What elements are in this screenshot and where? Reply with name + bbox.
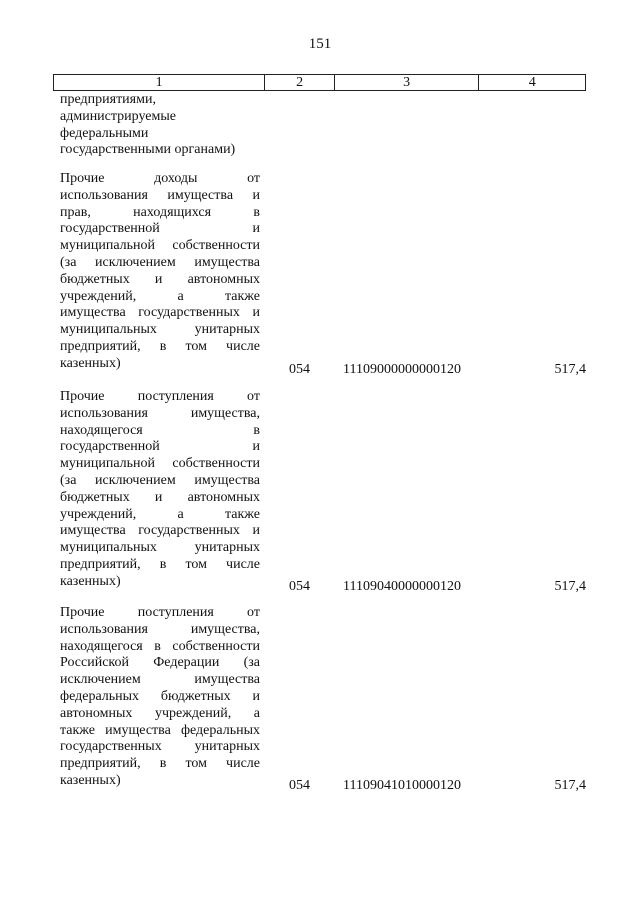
text-line: использования имущества и bbox=[60, 187, 260, 203]
kbk-code: 11109041010000120 bbox=[343, 778, 461, 793]
text-line: Российской Федерации (за bbox=[60, 655, 260, 671]
text-line: казенных) bbox=[60, 772, 121, 788]
text-line: находящегося в bbox=[60, 422, 260, 438]
text-line: предприятий, в том числе bbox=[60, 338, 260, 354]
header-col-1: 1 bbox=[54, 75, 265, 90]
admin-code: 054 bbox=[289, 362, 310, 377]
text-line: Прочие поступления от bbox=[60, 389, 260, 404]
text-line: (за исключением имущества bbox=[60, 472, 260, 488]
text-line: находящегося в собственности bbox=[60, 638, 260, 654]
table-row-description bbox=[60, 605, 260, 790]
text-line: муниципальных унитарных bbox=[60, 540, 260, 556]
header-col-3: 3 bbox=[335, 75, 479, 90]
text-line: предприятий, в том числе bbox=[60, 556, 260, 572]
text-line: (за исключением имущества bbox=[60, 254, 260, 270]
text-line: администрируемые bbox=[60, 108, 176, 124]
text-line: также имущества федеральных bbox=[60, 722, 260, 738]
table-row-description bbox=[60, 389, 260, 591]
text-line: государственных унитарных bbox=[60, 739, 260, 755]
table-row-description bbox=[60, 171, 260, 373]
text-line: муниципальной собственности bbox=[60, 456, 260, 472]
amount: 517,4 bbox=[554, 579, 586, 594]
text-line: исключением имущества bbox=[60, 672, 260, 688]
kbk-code: 11109040000000120 bbox=[343, 579, 461, 594]
text-line: бюджетных и автономных bbox=[60, 271, 260, 287]
text-line: государственной и bbox=[60, 439, 260, 455]
text-line: казенных) bbox=[60, 355, 121, 371]
continuation-text bbox=[60, 92, 260, 159]
page-number: 151 bbox=[308, 36, 332, 52]
text-line: учреждений, а также bbox=[60, 506, 260, 522]
text-line: муниципальной собственности bbox=[60, 238, 260, 254]
text-line: Прочие доходы от bbox=[60, 171, 260, 186]
text-line: бюджетных и автономных bbox=[60, 489, 260, 505]
amount: 517,4 bbox=[554, 362, 586, 377]
text-line: Прочие поступления от bbox=[60, 605, 260, 620]
text-line: использования имущества, bbox=[60, 621, 260, 637]
amount: 517,4 bbox=[554, 778, 586, 793]
text-line: автономных учреждений, а bbox=[60, 705, 260, 721]
text-line: имущества государственных и bbox=[60, 523, 260, 539]
text-line: предприятиями, bbox=[60, 92, 156, 107]
text-line: казенных) bbox=[60, 573, 121, 589]
text-line: государственными органами) bbox=[60, 142, 236, 158]
header-col-4: 4 bbox=[528, 75, 536, 90]
text-line: использования имущества, bbox=[60, 405, 260, 421]
admin-code: 054 bbox=[289, 778, 310, 793]
text-line: государственной и bbox=[60, 221, 260, 237]
table-header-row bbox=[53, 74, 586, 91]
text-line: имущества государственных и bbox=[60, 305, 260, 321]
admin-code: 054 bbox=[289, 579, 310, 594]
text-line: федеральными bbox=[60, 125, 149, 141]
text-line: муниципальных унитарных bbox=[60, 322, 260, 338]
text-line: прав, находящихся в bbox=[60, 204, 260, 220]
text-line: учреждений, а также bbox=[60, 288, 260, 304]
text-line: федеральных бюджетных и bbox=[60, 688, 260, 704]
header-col-2: 2 bbox=[265, 75, 335, 90]
kbk-code: 11109000000000120 bbox=[343, 362, 461, 377]
text-line: предприятий, в том числе bbox=[60, 756, 260, 772]
